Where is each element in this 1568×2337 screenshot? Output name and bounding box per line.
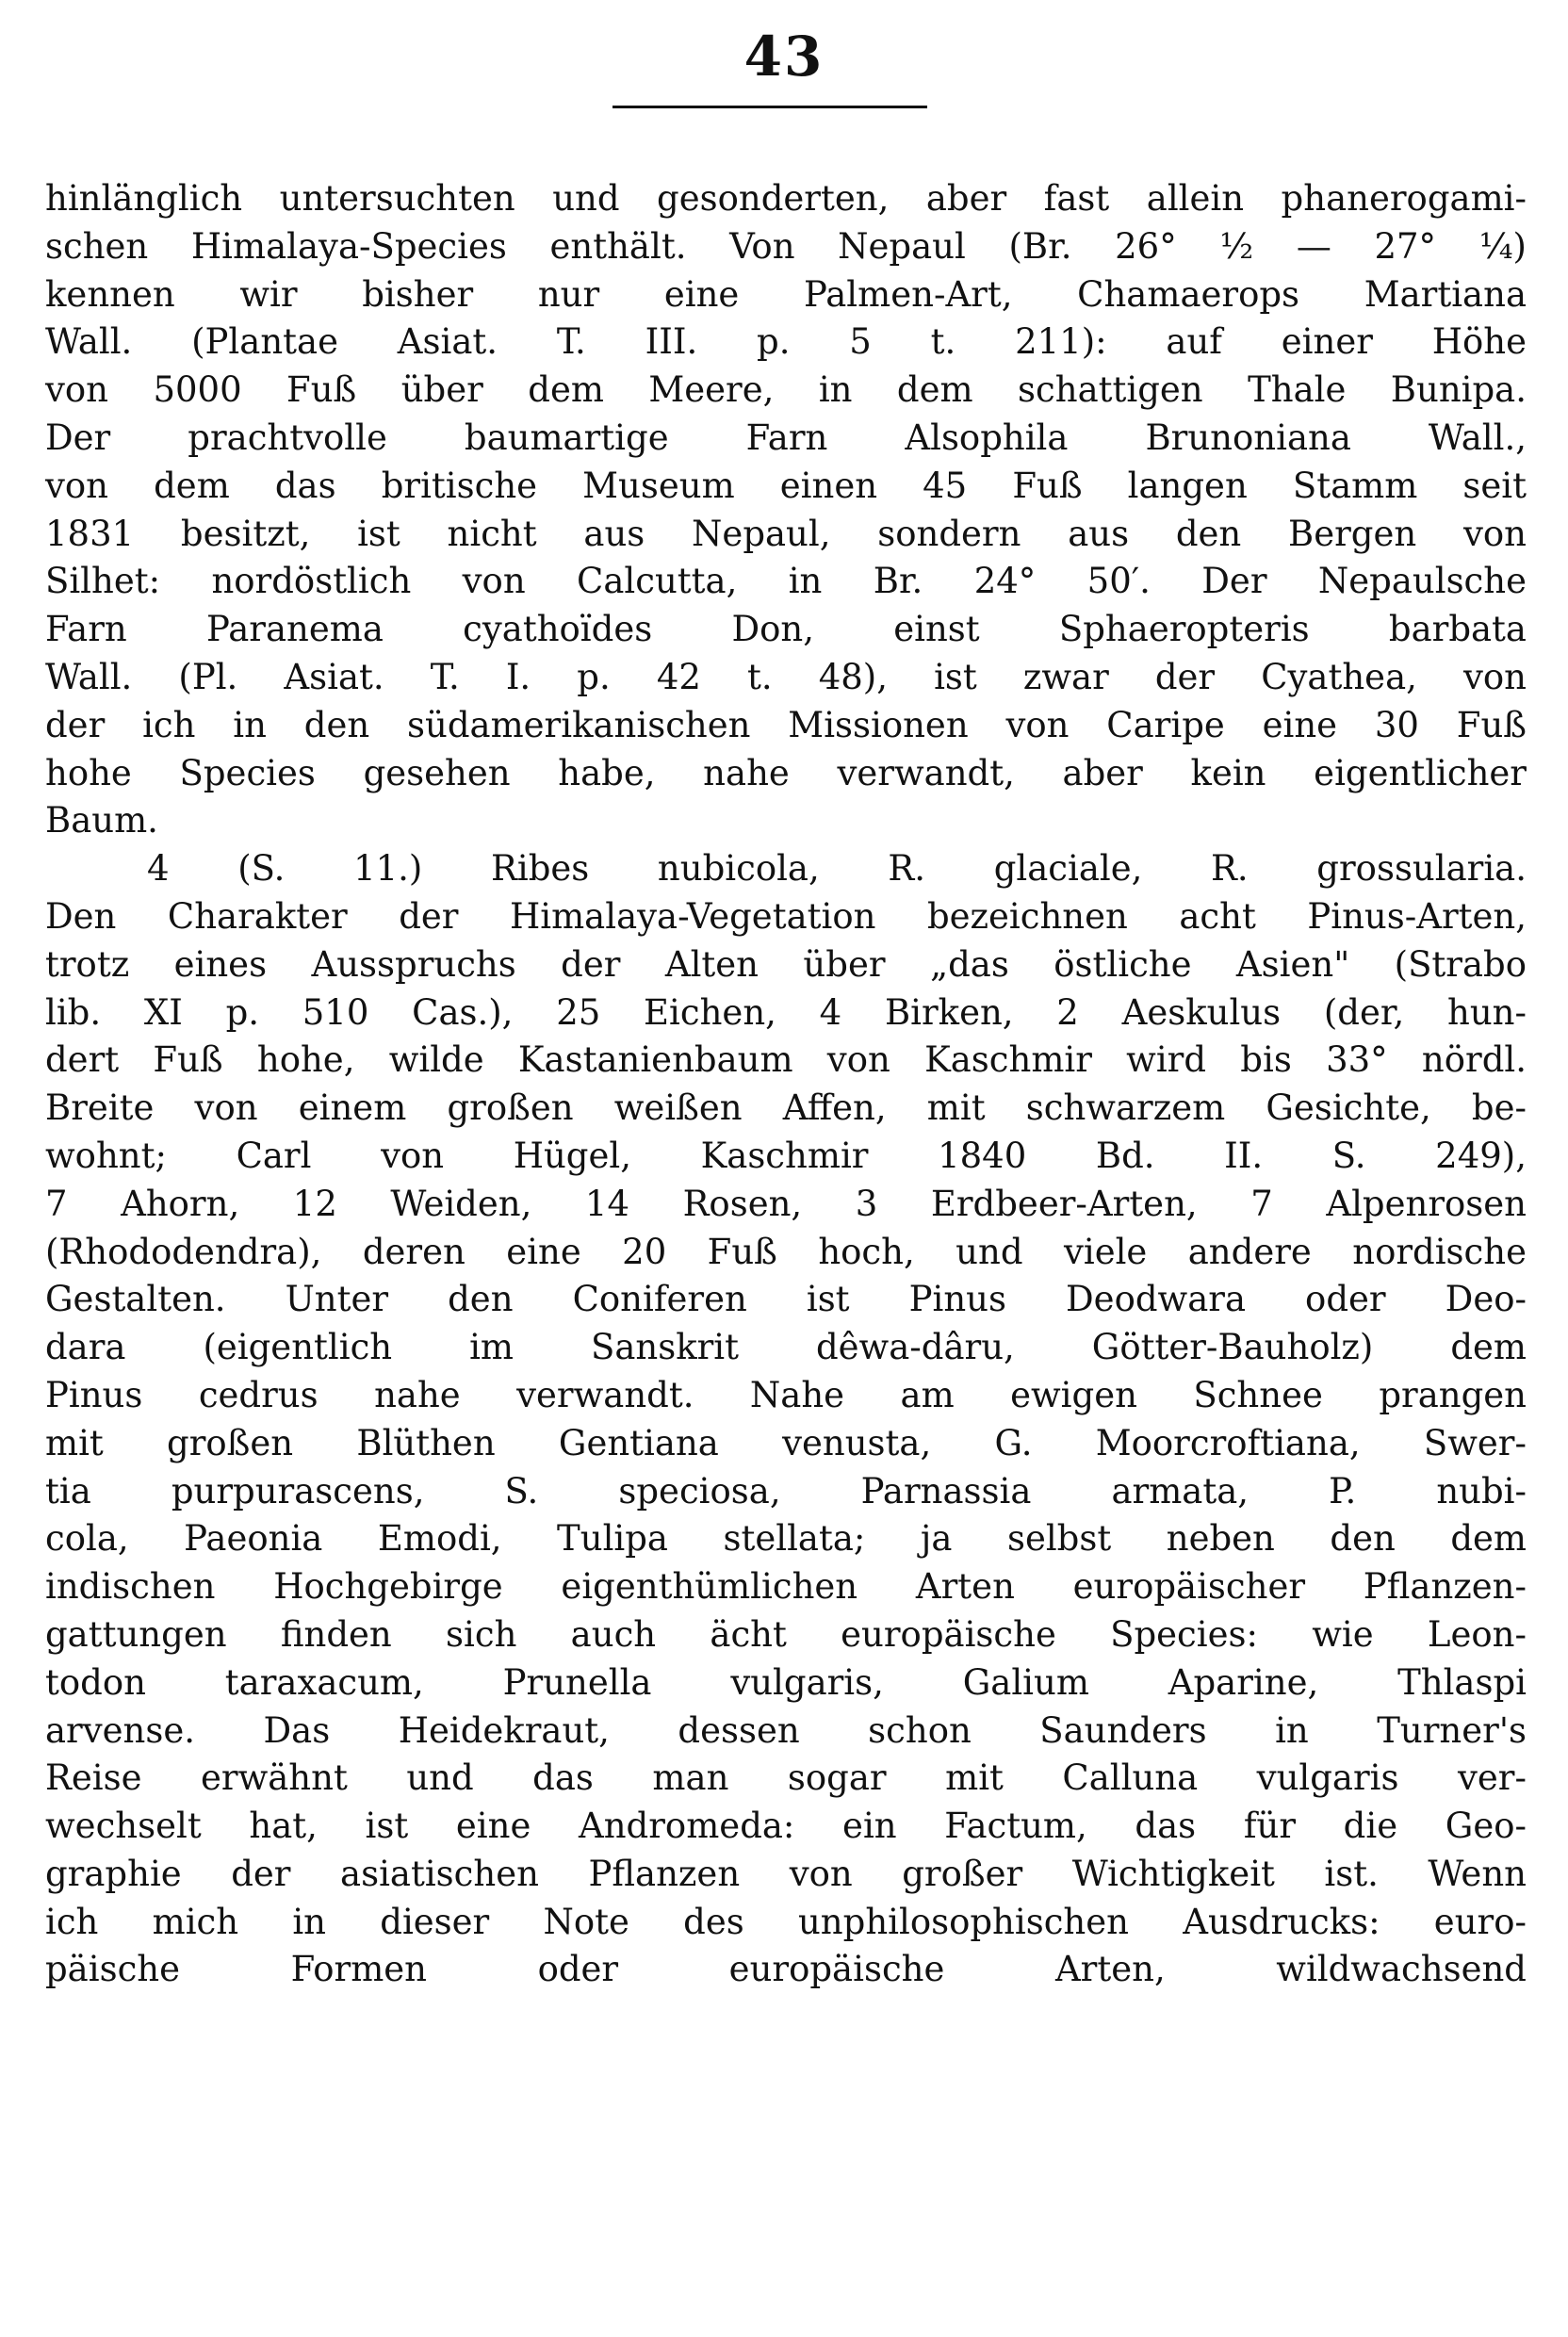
text-line: Silhet: nordöstlich von Calcutta, in Br. 24° 50′. Der Nepaulsche	[45, 561, 1527, 602]
text-line: Pinus cedrus nahe verwandt. Nahe am ewigen Schnee prangen	[45, 1374, 1527, 1415]
text-line: hohe Species gesehen habe, nahe verwandt, aber kein eigentlicher	[45, 752, 1527, 793]
text-line: wohnt; Carl von Hügel, Kaschmir 1840 Bd. II. S. 249),	[45, 1135, 1527, 1176]
text-line: schen Himalaya-Species enthält. Von Nepaul (Br. 26° ½ — 27° ¼)	[45, 225, 1527, 267]
text-line: tia purpurascens, S. speciosa, Parnassia armata, P. nubi-	[45, 1470, 1527, 1512]
page-number: 43	[743, 25, 825, 89]
text-line: hinlänglich untersuchten und gesonderten, aber fast allein phanerogami-	[45, 178, 1527, 219]
text-line: graphie der asiatischen Pflanzen von großer Wichtigkeit ist. Wenn	[45, 1853, 1527, 1894]
text-line: Farn Paranema cyathoïdes Don, einst Sphaeropteris barbata	[45, 609, 1527, 650]
text-line: trotz eines Ausspruchs der Alten über „das östliche Asien" (Strabo	[45, 943, 1527, 985]
text-line: 7 Ahorn, 12 Weiden, 14 Rosen, 3 Erdbeer-Arten, 7 Alpenrosen	[45, 1183, 1527, 1224]
text-line: arvense. Das Heidekraut, dessen schon Saunders in Turner's	[45, 1709, 1527, 1751]
text-line: lib. XI p. 510 Cas.), 25 Eichen, 4 Birken, 2 Aeskulus (der, hun-	[45, 991, 1527, 1033]
text-line: Der prachtvolle baumartige Farn Alsophila Brunoniana Wall.,	[45, 417, 1527, 458]
body-text	[45, 175, 1527, 1994]
footnote-line: 4 (S. 11.) Ribes nubicola, R. glaciale, R. grossularia.	[147, 848, 1527, 890]
text-line: päische Formen oder europäische Arten, wildwachsend	[45, 1949, 1527, 1990]
text-line: Gestalten. Unter den Coniferen ist Pinus Deodwara oder Deo-	[45, 1279, 1527, 1320]
text-line: cola, Paeonia Emodi, Tulipa stellata; ja selbst neben den dem	[45, 1518, 1527, 1560]
text-line: (Rhododendra), deren eine 20 Fuß hoch, und viele andere nordische	[45, 1231, 1527, 1272]
text-line: ich mich in dieser Note des unphilosophischen Ausdrucks: euro-	[45, 1901, 1527, 1942]
text-line: von 5000 Fuß über dem Meere, in dem schattigen Thale Bunipa.	[45, 369, 1527, 411]
text-line: der ich in den südamerikanischen Missionen von Caripe eine 30 Fuß	[45, 704, 1527, 745]
text-line: todon taraxacum, Prunella vulgaris, Galium Aparine, Thlaspi	[45, 1661, 1527, 1703]
text-line: mit großen Blüthen Gentiana venusta, G. Moorcroftiana, Swer-	[45, 1422, 1527, 1463]
text-line: Den Charakter der Himalaya-Vegetation bezeichnen acht Pinus-Arten,	[45, 895, 1527, 937]
text-line: Wall. (Plantae Asiat. T. III. p. 5 t. 211): auf einer Höhe	[45, 321, 1527, 363]
text-line: Breite von einem großen weißen Affen, mit schwarzem Gesichte, be-	[45, 1087, 1527, 1129]
header-rule	[612, 106, 927, 108]
text-line: Reise erwähnt und das man sogar mit Calluna vulgaris ver-	[45, 1757, 1527, 1799]
text-line: indischen Hochgebirge eigenthümlichen Arten europäischer Pflanzen-	[45, 1566, 1527, 1608]
text-line: kennen wir bisher nur eine Palmen-Art, Chamaerops Martiana	[45, 273, 1527, 315]
text-line: dara (eigentlich im Sanskrit dêwa-dâru, Götter-Bauholz) dem	[45, 1327, 1527, 1368]
text-line: dert Fuß hohe, wilde Kastanienbaum von Kaschmir wird bis 33° nördl.	[45, 1039, 1527, 1081]
text-line: gattungen finden sich auch ächt europäische Species: wie Leon-	[45, 1613, 1527, 1655]
text-line: wechselt hat, ist eine Andromeda: ein Factum, das für die Geo-	[45, 1806, 1527, 1847]
text-line: von dem das britische Museum einen 45 Fuß langen Stamm seit	[45, 465, 1527, 506]
text-line: Wall. (Pl. Asiat. T. I. p. 42 t. 48), ist zwar der Cyathea, von	[45, 656, 1527, 697]
text-line: Baum.	[45, 800, 158, 842]
text-line: 1831 besitzt, ist nicht aus Nepaul, sondern aus den Bergen von	[45, 513, 1527, 554]
